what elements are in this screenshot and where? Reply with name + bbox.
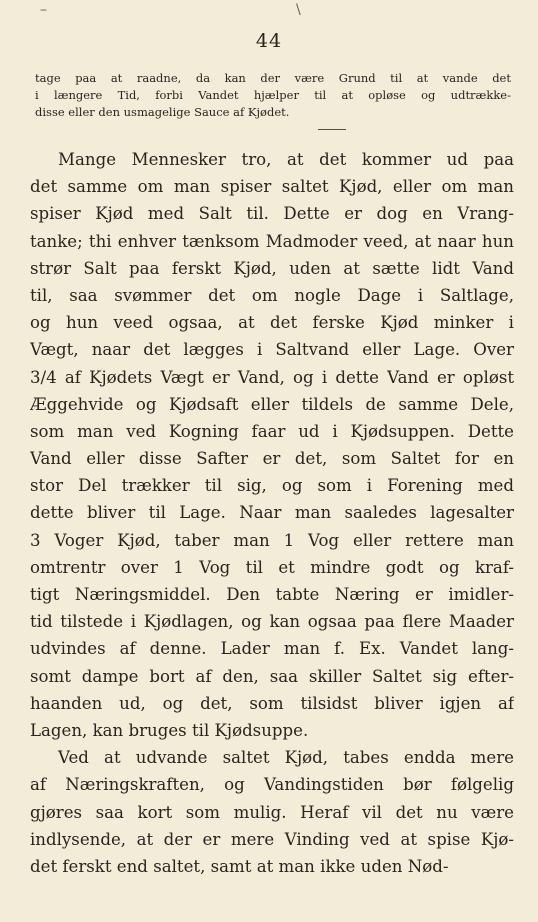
text-line: tigt Næringsmiddel. Den tabte Næring er imidler- — [30, 585, 514, 604]
text-line: og hun veed ogsaa, at det ferske Kjød minker i — [30, 313, 514, 333]
footnote-block — [35, 70, 511, 121]
text-line: omtrentr over 1 Vog til et mindre godt og kraf- — [30, 557, 514, 577]
margin-dash-mark: – — [40, 2, 47, 18]
text-line: tid tilstede i Kjødlagen, og kan ogsaa paa flere Maader — [30, 612, 514, 632]
text-line: spiser Kjød med Salt til. Dette er dog en Vrang- — [30, 204, 514, 224]
footnote-end-rule — [318, 129, 346, 130]
text-line: Mange Mennesker tro, at det kommer ud paa — [58, 150, 514, 169]
page-number: 44 — [255, 30, 283, 52]
paragraph — [30, 146, 514, 744]
text-line: udvindes af denne. Lader man f. Ex. Vandet lang- — [30, 639, 514, 659]
text-line: Vægt, naar det lægges i Saltvand eller Lage. Over — [30, 340, 514, 360]
text-line: strør Salt paa ferskt Kjød, uden at sætte lidt Vand — [30, 258, 514, 278]
text-line: tanke; thi enhver tænksom Madmoder veed, at naar hun — [30, 231, 514, 251]
text-line: stor Del trækker til sig, og som i Forening med — [30, 476, 514, 496]
paragraph — [30, 744, 514, 880]
text-line: 3/4 af Kjødets Vægt er Vand, og i dette Vand er opløst — [30, 367, 514, 387]
text-line: Ved at udvande saltet Kjød, tabes endda mere — [58, 748, 514, 768]
text-line: somt dampe bort af den, saa skiller Saltet sig efter- — [30, 666, 514, 686]
text-line: af Næringskraften, og Vandingstiden bør følgelig — [30, 775, 514, 795]
text-line: Lagen, kan bruges til Kjødsuppe. — [30, 720, 309, 740]
main-text-block — [30, 146, 514, 880]
text-line: 3 Voger Kjød, taber man 1 Vog eller rettere man — [30, 530, 514, 550]
text-line: Æggehvide og Kjødsaft eller tildels de samme Dele, — [30, 394, 514, 414]
text-line: til, saa svømmer det om nogle Dage i Saltlage, — [30, 285, 514, 305]
text-line: dette bliver til Lage. Naar man saaledes lagesalter — [30, 503, 514, 523]
text-line: det ferskt end saltet, samt at man ikke uden Nød- — [30, 856, 449, 876]
text-line: haanden ud, og det, som tilsidst bliver igjen af — [30, 693, 514, 713]
footnote-line: disse eller den usmagelige Sauce af Kjødet. — [35, 105, 290, 119]
text-line: som man ved Kogning faar ud i Kjødsuppen. Dette — [30, 421, 514, 441]
text-line: indlysende, at der er mere Vinding ved at spise Kjø- — [30, 829, 514, 849]
margin-tick-mark: \ — [296, 2, 301, 18]
text-line: det samme om man spiser saltet Kjød, eller om man — [30, 177, 514, 197]
footnote-line: tage paa at raadne, da kan der være Grund til at vande det — [35, 71, 511, 85]
footnote-line: i længere Tid, forbi Vandet hjælper til at opløse og udtrække- — [35, 88, 511, 102]
text-line: Vand eller disse Safter er det, som Saltet for en — [30, 449, 514, 469]
text-line: gjøres saa kort som mulig. Heraf vil det nu være — [30, 802, 514, 822]
